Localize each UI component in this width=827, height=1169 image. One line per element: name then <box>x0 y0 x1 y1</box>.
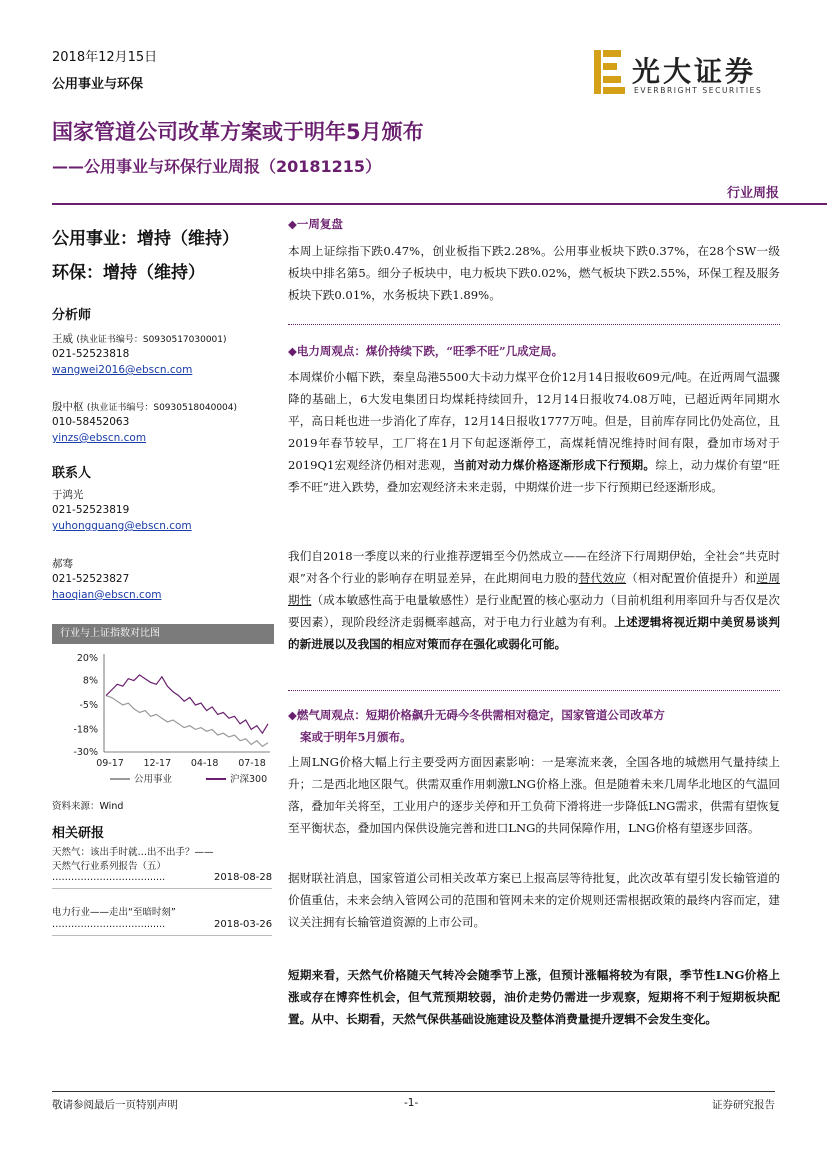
contact-email-link[interactable]: yuhongguang@ebscn.com <box>52 520 192 532</box>
logic-text-a: 我们自2018一季度以来的行业推荐逻辑至今仍然成立——在经济下行周期伊始，全社会“共克时艰”对各个行业的影响存在明显差异，在此期间电力股的 <box>288 549 780 586</box>
analyst-cert: (执业证书编号：S0930517030001) <box>76 335 227 345</box>
logic-text-c: （成本敏感性高于电量敏感性）是行业配置的核心驱动力（目前机组利用率回升与否仅是次要因素），现阶段经济走弱概率越高，对于电力行业越为有利。 <box>288 593 780 630</box>
logic-underline-1: 替代效应 <box>578 571 627 586</box>
legend-label: 公用事业 <box>134 774 173 785</box>
contact-name: 于鸿光 <box>52 489 84 501</box>
chart-title: 行业与上证指数对比图 <box>52 624 274 644</box>
analyst-email-link[interactable]: wangwei2016@ebscn.com <box>52 364 193 376</box>
section-weekly-review-text: 本周上证综指下跌0.47%，创业板指下跌2.28%。公用事业板块下跌0.37%，在28个SW一级板块中排名第5。细分子板块中，电力板块下跌0.02%，燃气板块下跌2.55%，环保工程及服务板块下跌0.01%，水务板块下跌1.89%。 <box>288 244 780 303</box>
y-tick-label: 8% <box>82 675 98 687</box>
footer-label: 证券研究报告 <box>712 1099 775 1111</box>
section-conclusion-text <box>288 964 780 1030</box>
y-tick-label: -5% <box>79 700 98 711</box>
everbright-logo-mark-icon <box>592 48 628 98</box>
power-text-a: 本周煤价小幅下跌，秦皇岛港5500大卡动力煤平仓价12月14日报收609元/吨。在近两周气温骤降的基础上，6大发电集团日均煤耗持续回升，12月14日报收74.08万吨，已超近两年同期水平，高日耗也进一步消化了库存，12月14日报收1777万吨。但是，目前库存同比仍处高位，且2019年春节较早，工厂将在1月下旬起逐渐停工，高煤耗情况维持时间有限，叠加市场对于2019Q1宏观经济仍相对悲观， <box>288 370 780 473</box>
x-tick-label: 07-18 <box>238 758 266 769</box>
power-text-bold: 当前对动力煤价格逐渐形成下行预期。 <box>453 458 656 473</box>
series-line-csi300 <box>106 675 268 733</box>
contact-name: 郝骞 <box>52 558 73 570</box>
analyst-phone: 010-58452063 <box>52 416 130 428</box>
related-report-date: 2018-08-28 <box>214 872 273 883</box>
logic-text-bold: 上述逻辑将视近期中美贸易谈判的新进展以及我国的相应对策而存在强化或弱化可能。 <box>288 615 780 652</box>
header-divider <box>52 203 827 205</box>
footer-disclaimer: 敬请参阅最后一页特别声明 <box>52 1099 178 1111</box>
related-report-date: 2018-03-26 <box>214 919 273 930</box>
related-report-dots: …………………………...... <box>52 919 166 930</box>
report-date: 2018年12月15日 <box>52 50 158 65</box>
analyst-phone: 021-52523818 <box>52 348 130 360</box>
section-power-text <box>288 366 780 499</box>
section-gas-title-line2: 案或于明年5月颁布。 <box>300 730 412 744</box>
logic-text-b: （相对配置价值提升）和 <box>626 571 757 586</box>
x-tick-label: 09-17 <box>96 758 124 769</box>
contacts-heading: 联系人 <box>52 466 92 481</box>
report-title: 国家管道公司改革方案或于明年5月颁布 <box>52 120 424 144</box>
x-tick-label: 12-17 <box>143 758 172 769</box>
related-report-title[interactable]: 天然气：该出手时就…出不出手？—— <box>52 847 214 858</box>
section-gas-text: 上周LNG价格大幅上行主要受两方面因素影响：一是寒流来袭，全国各地的城燃用气量持续上升；二是西北地区限气。供需双重作用刺激LNG价格上涨。但是随着未来几周华北地区的气温回落，叠加年关将至，工业用户的逐步关停和开工负荷下滑将进一步降低LNG需求，供需有望恢复至平衡状态，叠加国内保供设施完善和进口LNG的共同保障作用，LNG价格有望逐步回落。 <box>288 755 780 836</box>
rating-environment: 环保：增持（维持） <box>52 263 205 283</box>
contact-email-link[interactable]: haoqian@ebscn.com <box>52 589 162 601</box>
analyst-1 <box>52 331 227 346</box>
power-text-b: 综上，动力煤价有望“旺季不旺”进入跌势，叠加宏观经济未来走弱，中期煤价进一步下行预期已经逐渐形成。 <box>288 458 780 495</box>
contact-phone: 021-52523819 <box>52 504 130 516</box>
rating-utilities: 公用事业：增持（维持） <box>52 229 239 249</box>
section-divider <box>288 324 780 325</box>
y-tick-label: 20% <box>76 653 98 664</box>
y-tick-label: -18% <box>73 724 98 736</box>
section-weekly-review-title: ◆一周复盘 <box>288 217 343 231</box>
related-report-dots: …………………………...... <box>52 872 166 883</box>
related-report-title[interactable]: 天然气行业系列报告（五） <box>52 861 167 872</box>
chart-source: 资料来源：Wind <box>52 801 124 812</box>
logo-name-cn: 光大证券 <box>632 55 757 88</box>
sector-label: 公用事业与环保 <box>52 77 144 92</box>
analyst-email-link[interactable]: yinzs@ebscn.com <box>52 432 147 444</box>
section-logic-text <box>288 545 780 655</box>
report-subtitle: ——公用事业与环保行业周报（20181215） <box>52 157 382 176</box>
section-pipeline-text: 据财联社消息，国家管道公司相关改革方案已上报高层等待批复，此次改革有望引发长输管道的价值重估，未来会纳入管网公司的范围和管网未来的定价规则还需根据政策的最终内容而定，建议关注拥有长输管道资源的上市公司。 <box>288 871 780 930</box>
related-divider <box>52 888 272 889</box>
analyst-name: 殷中枢 <box>52 401 84 413</box>
analysts-heading: 分析师 <box>52 308 92 323</box>
comparison-chart <box>52 648 274 796</box>
contact-phone: 021-52523827 <box>52 573 130 585</box>
related-report-title[interactable]: 电力行业——走出“至暗时刻” <box>52 907 176 918</box>
logic-underline-2: 逆周期性 <box>288 571 780 608</box>
related-divider <box>52 935 272 936</box>
section-divider <box>288 690 780 691</box>
section-gas-title-line1: ◆燃气周观点：短期价格飙升无碍今冬供需相对稳定，国家管道公司改革方 <box>288 708 665 722</box>
conclusion-bold: 短期来看，天然气价格随天气转冷会随季节上涨，但预计涨幅将较为有限，季节性LNG价格上涨或存在博弈性机会，但气荒预期较弱，油价走势仍需进一步观察，短期将不利于短期板块配置。从中、长期看，天然气保供基础设施建设及整体消费量提升逻辑不会发生变化。 <box>288 968 780 1027</box>
x-tick-label: 04-18 <box>190 758 219 769</box>
doc-type-label: 行业周报 <box>726 186 779 201</box>
section-power-title: ◆电力周观点：煤价持续下跌，“旺季不旺”几成定局。 <box>288 344 564 358</box>
analyst-cert: (执业证书编号：S0930518040004) <box>86 403 238 413</box>
logo-name-en: EVERBRIGHT SECURITIES <box>634 86 763 95</box>
y-tick-label: -30% <box>73 747 98 758</box>
footer-divider <box>52 1091 775 1092</box>
page-number: -1- <box>404 1097 419 1109</box>
related-heading: 相关研报 <box>52 826 105 841</box>
analyst-2 <box>52 399 237 414</box>
analyst-name: 王威 <box>52 333 73 345</box>
legend-label: 沪深300 <box>230 774 268 785</box>
